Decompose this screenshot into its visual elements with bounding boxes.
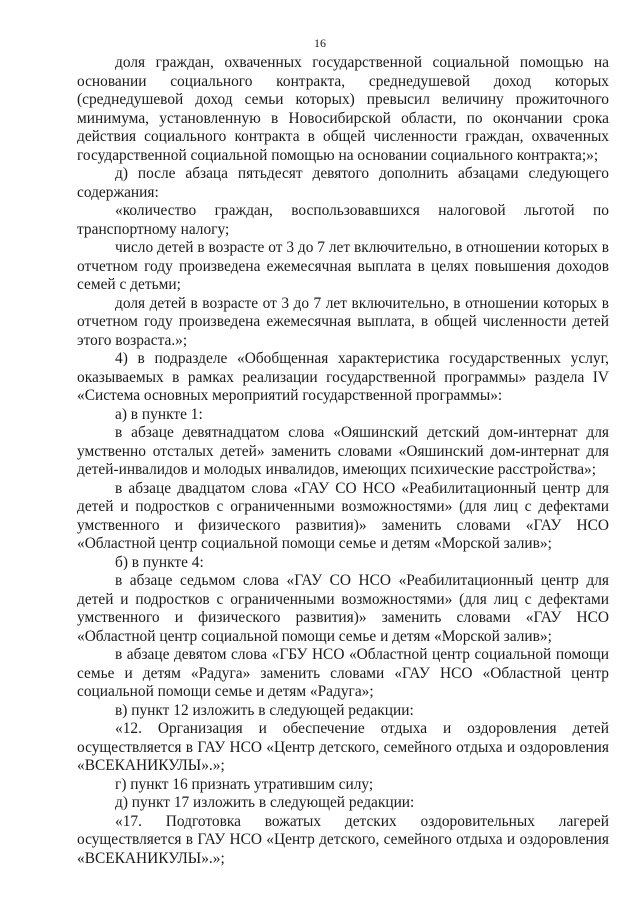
paragraph-children-share: доля детей в возрасте от 3 до 7 лет включительно, в отношении которых в отчетном году произведена ежемесячная выплата, в общей численности детей этого возраста.»; — [77, 294, 609, 349]
paragraph-item-4: 4) в подразделе «Обобщенная характеристика государственных услуг, оказываемых в рамках реализации государственной программы» раздела IV «Система основных мероприятий государственной программы»: — [77, 350, 609, 404]
paragraph-20th-abzac: в абзаце двадцатом слова «ГАУ СО НСО «Реабилитационный центр для детей и подростков с ограниченными возможностями» (для лиц с дефектами умственного и физического развития)» заменить словами «ГАУ НСО «Областной центр социальной помощи семье и детям «Морской залив»; — [77, 479, 609, 552]
paragraph-item-a: а) в пункте 1: — [115, 405, 203, 423]
paragraph-item-d2: д) пункт 17 изложить в следующей редакции: — [115, 794, 415, 811]
document-body — [77, 54, 609, 868]
paragraph-9th-abzac: в абзаце девятом слова «ГБУ НСО «Областной центр социальной помощи семье и детям «Радуга» заменить словами «ГАУ НСО «Областной центр социальной помощи семье и детям «Радуга»; — [77, 646, 609, 700]
paragraph-item-d: д) после абзаца пятьдесят девятого дополнить абзацами следующего содержания: — [77, 165, 609, 201]
paragraph-children-count: число детей в возрасте от 3 до 7 лет включительно, в отношении которых в отчетном году произведена ежемесячная выплата в целях повышения доходов семей с детьми; — [77, 239, 609, 293]
paragraph-item-b: б) в пункте 4: — [115, 553, 204, 571]
page-number: 16 — [314, 36, 326, 50]
paragraph-point-17: «17. Подготовка вожатых детских оздоровительных лагерей осуществляется в ГАУ НСО «Центр детского, семейного отдыха и оздоровления «ВСЕКАНИКУЛЫ».»; — [77, 812, 609, 867]
paragraph-item-v: в) пункт 12 изложить в следующей редакции: — [115, 701, 414, 719]
paragraph-tax-benefit: «количество граждан, воспользовавшихся налоговой льготой по транспортному налогу; — [77, 202, 609, 238]
paragraph-share-social-contract: доля граждан, охваченных государственной социальной помощью на основании социального контракта, среднедушевой доход которых (среднедушевой доход семьи которых) превысил величину прожиточного минимума, установленную в Новосибирской области, по окончании срока действия социального контракта в общей численности граждан, охваченных государственной социальной помощью на основании социального контракта;»; — [77, 54, 609, 164]
paragraph-item-g: г) пункт 16 признать утратившим силу; — [115, 775, 374, 793]
paragraph-19th-abzac: в абзаце девятнадцатом слова «Ояшинский детский дом-интернат для умственно отсталых детей» заменить словами «Ояшинский дом-интернат для детей-инвалидов и молодых инвалидов, имеющих психические расстройства»; — [77, 424, 609, 478]
paragraph-7th-abzac: в абзаце седьмом слова «ГАУ СО НСО «Реабилитационный центр для детей и подростков с ограниченными возможностями» (для лиц с дефектами умственного и физического развития)» заменить словами «ГАУ НСО «Областной центр социальной помощи семье и детям «Морской залив»; — [77, 572, 609, 645]
paragraph-point-12: «12. Организация и обеспечение отдыха и оздоровления детей осуществляется в ГАУ НСО «Центр детского, семейного отдыха и оздоровления «ВСЕКАНИКУЛЫ».»; — [77, 720, 609, 774]
